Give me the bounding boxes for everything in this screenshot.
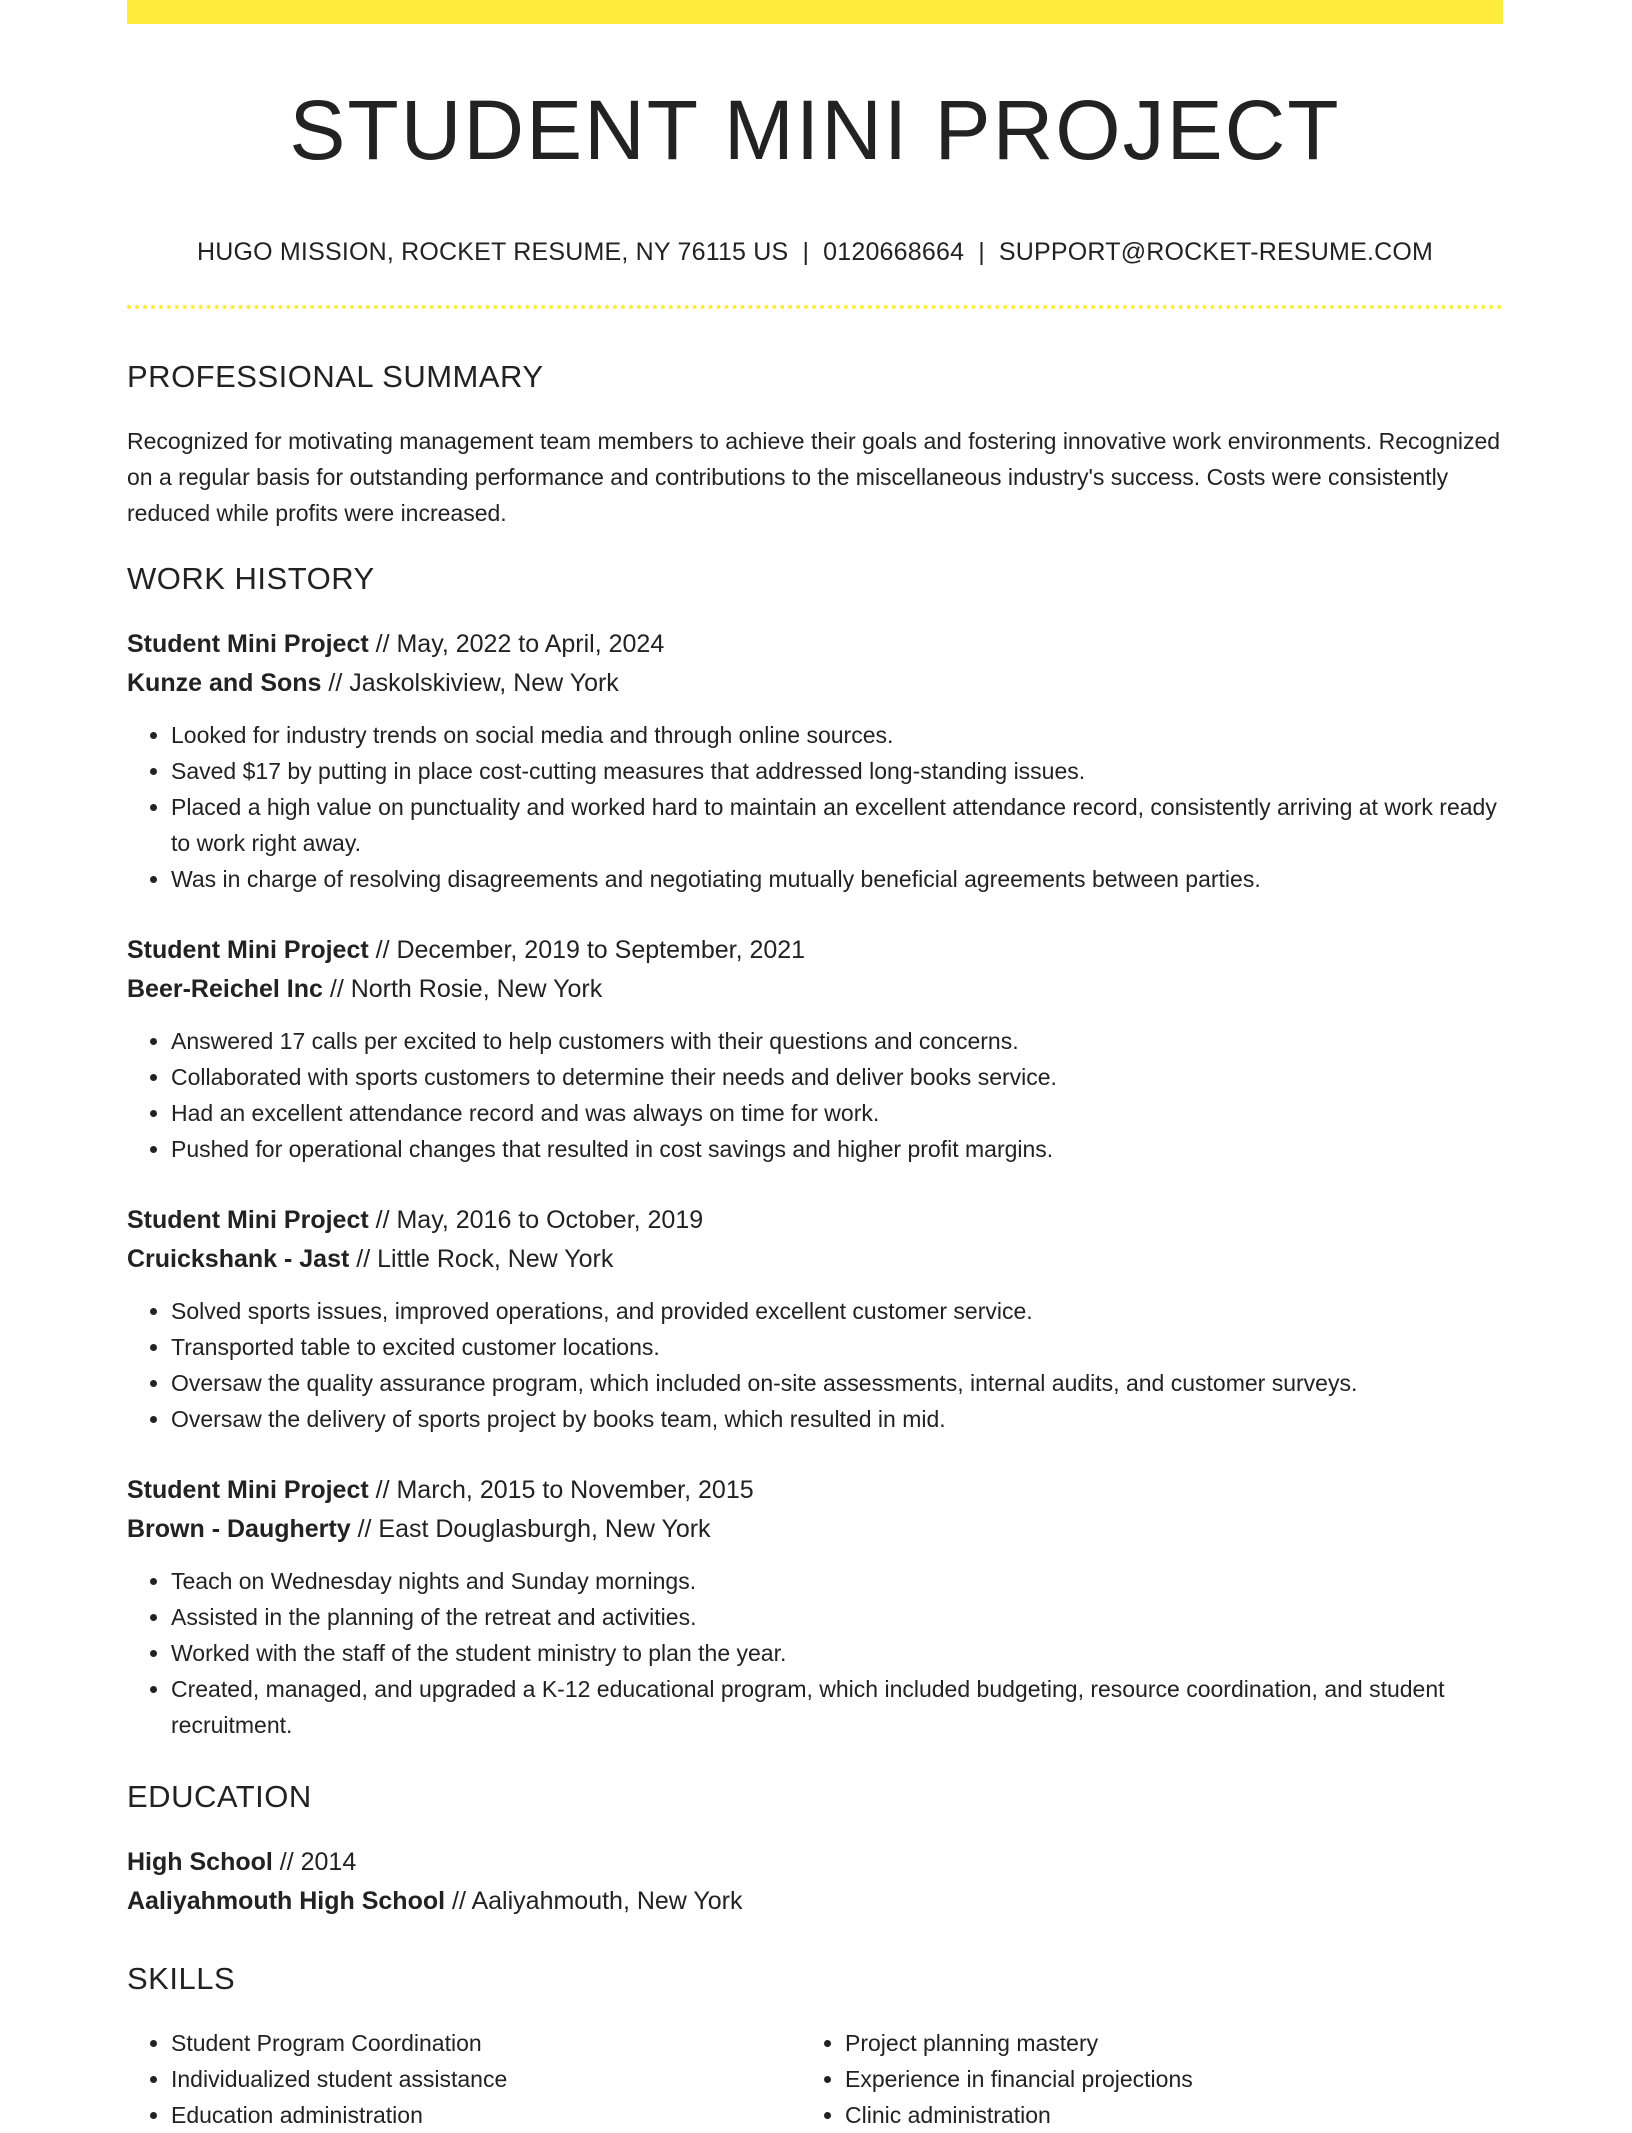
list-item: • Solved sports issues, improved operations, and provided excellent customer service.	[171, 1293, 1503, 1329]
job-title-line	[127, 931, 1503, 970]
education-location: // Aaliyahmouth, New York	[445, 1887, 743, 1916]
list-item: • Had an excellent attendance record and was always on time for work.	[171, 1095, 1503, 1131]
contact-email: SUPPORT@ROCKET-RESUME.COM	[998, 238, 1434, 267]
section-title-skills: SKILLS	[127, 1961, 236, 1997]
job-position: Student Mini Project	[127, 1206, 369, 1235]
education-entry	[127, 1843, 1503, 1921]
job-position: Student Mini Project	[127, 1476, 369, 1505]
job-entry	[127, 1471, 1503, 1743]
list-item: • Pushed for operational changes that resulted in cost savings and higher profit margins.	[171, 1131, 1503, 1167]
skill-item: • Education administration	[171, 2097, 801, 2133]
list-item: • Oversaw the quality assurance program, which included on-site assessments, internal audits, and customer surveys.	[171, 1365, 1503, 1401]
list-item: • Created, managed, and upgraded a K-12 educational program, which included budgeting, resource coordination, and student recruitment.	[171, 1671, 1503, 1743]
skill-item: • Experience in financial projections	[845, 2061, 1475, 2097]
skills-right-column	[801, 2025, 1475, 2133]
job-bullets	[127, 1293, 1503, 1437]
resume-page	[127, 0, 1503, 2133]
section-title-education: EDUCATION	[127, 1779, 312, 1815]
job-entry	[127, 931, 1503, 1167]
top-accent-bar	[127, 0, 1503, 24]
job-title-line	[127, 1201, 1503, 1240]
contact-phone: 0120668664	[823, 238, 965, 267]
job-position: Student Mini Project	[127, 630, 369, 659]
list-item: • Answered 17 calls per excited to help customers with their questions and concerns.	[171, 1023, 1503, 1059]
skill-item: • Clinic administration	[845, 2097, 1475, 2133]
resume-name: STUDENT MINI PROJECT	[289, 83, 1341, 177]
list-item: • Assisted in the planning of the retreat and activities.	[171, 1599, 1503, 1635]
skill-item: • Project planning mastery	[845, 2025, 1475, 2061]
job-title-line	[127, 625, 1503, 664]
job-company: Kunze and Sons	[127, 669, 322, 698]
job-bullets	[127, 717, 1503, 897]
contact-line	[127, 238, 1503, 267]
job-dates: // May, 2016 to October, 2019	[368, 1206, 704, 1235]
job-company: Cruickshank - Jast	[127, 1245, 350, 1274]
job-company: Beer-Reichel Inc	[127, 975, 323, 1004]
education-year: // 2014	[272, 1848, 357, 1877]
skills-left-column	[127, 2025, 801, 2133]
job-dates: // March, 2015 to November, 2015	[368, 1476, 754, 1505]
job-company-line	[127, 970, 1503, 1009]
job-company-line	[127, 1240, 1503, 1279]
contact-separator: |	[802, 238, 810, 267]
header-divider	[127, 305, 1503, 309]
contact-separator: |	[978, 238, 985, 267]
job-title-line	[127, 1471, 1503, 1510]
section-title-summary: PROFESSIONAL SUMMARY	[127, 359, 544, 395]
contact-address: HUGO MISSION, ROCKET RESUME, NY 76115 US	[196, 238, 789, 267]
list-item: • Saved $17 by putting in place cost-cutting measures that addressed long-standing issues.	[171, 753, 1503, 789]
list-item: • Placed a high value on punctuality and worked hard to maintain an excellent attendance record, consistently arriving at work ready to work right away.	[171, 789, 1503, 861]
list-item: • Collaborated with sports customers to determine their needs and deliver books service.	[171, 1059, 1503, 1095]
skill-item: • Individualized student assistance	[171, 2061, 801, 2097]
list-item: • Transported table to excited customer locations.	[171, 1329, 1503, 1365]
job-company-line	[127, 664, 1503, 703]
job-position: Student Mini Project	[127, 936, 369, 965]
section-title-work-history: WORK HISTORY	[127, 561, 375, 597]
job-entry	[127, 625, 1503, 897]
education-school-line	[127, 1882, 1503, 1921]
job-bullets	[127, 1023, 1503, 1167]
job-entry	[127, 1201, 1503, 1437]
job-company-line	[127, 1510, 1503, 1549]
skill-item: • Student Program Coordination	[171, 2025, 801, 2061]
list-item: • Oversaw the delivery of sports project by books team, which resulted in mid.	[171, 1401, 1503, 1437]
education-degree-line	[127, 1843, 1503, 1882]
education-school: Aaliyahmouth High School	[127, 1887, 446, 1916]
job-location: // North Rosie, New York	[322, 975, 603, 1004]
education-degree: High School	[127, 1848, 273, 1877]
list-item: • Teach on Wednesday nights and Sunday mornings.	[171, 1563, 1503, 1599]
summary-text: Recognized for motivating management team members to achieve their goals and fostering innovative work environments. Recognized on a regular basis for outstanding performance and contributions to the miscellaneous industry's success. Costs were consistently reduced while profits were increased.	[127, 428, 1501, 527]
job-location: // Jaskolskiview, New York	[321, 669, 619, 698]
skills-columns	[127, 2025, 1503, 2133]
job-location: // East Douglasburgh, New York	[350, 1515, 711, 1544]
job-company: Brown - Daugherty	[127, 1515, 351, 1544]
list-item: • Worked with the staff of the student ministry to plan the year.	[171, 1635, 1503, 1671]
list-item: • Looked for industry trends on social media and through online sources.	[171, 717, 1503, 753]
list-item: • Was in charge of resolving disagreements and negotiating mutually beneficial agreements between parties.	[171, 861, 1503, 897]
job-location: // Little Rock, New York	[349, 1245, 614, 1274]
job-dates: // May, 2022 to April, 2024	[368, 630, 665, 659]
job-dates: // December, 2019 to September, 2021	[368, 936, 806, 965]
job-bullets	[127, 1563, 1503, 1743]
